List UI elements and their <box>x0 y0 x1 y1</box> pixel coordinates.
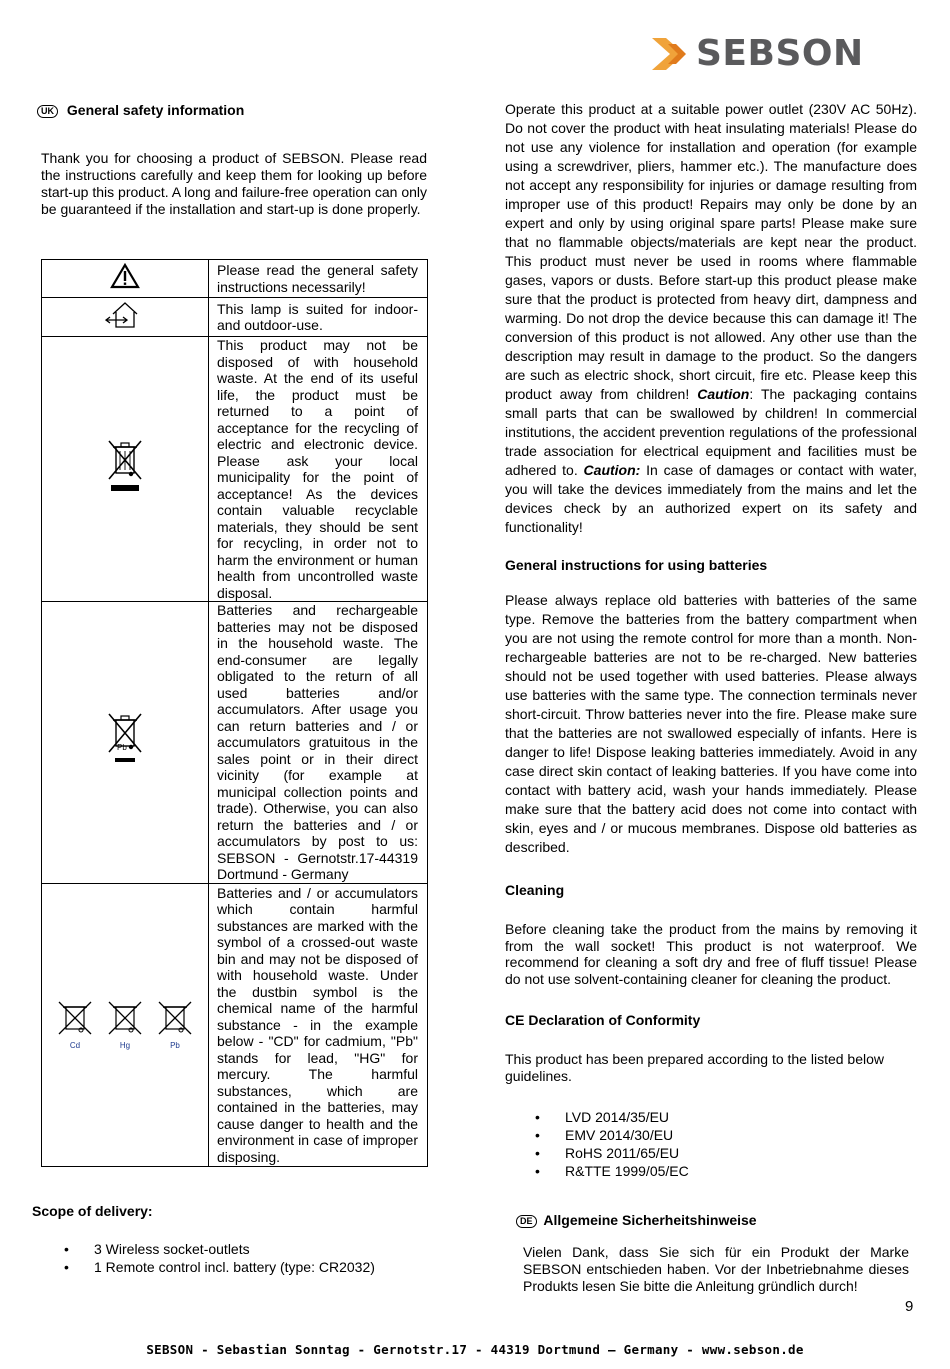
page-footer: SEBSON - Sebastian Sonntag - Gernotstr.17 - 44319 Dortmund – Germany - www.sebson.de <box>146 1342 804 1357</box>
crossed-out-bins-cd-hg-pb-icon <box>42 1001 208 1050</box>
bin-label: Hg <box>119 1040 131 1050</box>
symbol-table <box>41 259 428 1167</box>
crossed-out-bin-icon <box>55 1001 95 1037</box>
bin-label: Pb <box>170 1040 180 1050</box>
brand-name: SEBSON <box>696 33 864 74</box>
caution-label: Caution: <box>583 462 641 478</box>
table-row <box>42 602 428 884</box>
table-row <box>42 260 428 298</box>
page-number: 9 <box>905 1298 914 1315</box>
operate-text: Operate this product at a suitable power outlet (230V AC 50Hz). Do not cover the product with heat insulating materials! Please do not use any violence for installation and operation (for example using a screwdriver, pliers, hammer etc.). The manufacture does not accept any responsibility for injuries or damage resulting from improper use of this product! Repairs may only be done by an expert and only by using original spare parts! Please make sure that no flammable objects/materials are kept near the product. This product must never be used in rooms where flammable gases, vapors or dusts. Before start-up this product please make sure that the product is protected from heavy dirt, dampness and warming. Do not drop the device because this can damage it! The conversion of this product is not allowed. Any other use than the description may result in damage to the product. So the dangers are such as electric shock, short circuit, fire etc. Please keep this product away from children! <box>505 101 917 402</box>
symbol-cell <box>42 298 209 337</box>
list-item: • EMV 2014/30/EU <box>505 1126 805 1144</box>
batteries-heading: General instructions for using batteries <box>505 557 768 573</box>
table-row <box>42 337 428 602</box>
list-item: • 1 Remote control incl. battery (type: CR2032) <box>34 1258 434 1276</box>
ce-paragraph: This product has been prepared according to the listed below guidelines. <box>505 1051 885 1084</box>
uk-heading-text: General safety information <box>66 102 245 118</box>
brand-logo <box>650 34 870 74</box>
crossed-out-bin-weee-icon <box>105 439 145 495</box>
symbol-text: Please read the general safety instructions necessarily! <box>209 260 428 298</box>
chevron-logo-icon <box>650 36 694 72</box>
list-item: • 3 Wireless socket-outlets <box>34 1240 434 1258</box>
list-item: • R&TTE 1999/05/EC <box>505 1162 805 1180</box>
symbol-cell <box>42 260 209 298</box>
list-item: • RoHS 2011/65/EU <box>505 1144 805 1162</box>
scope-heading: Scope of delivery: <box>32 1203 153 1219</box>
symbol-cell <box>42 884 209 1167</box>
de-flag-badge: DE <box>516 1215 537 1228</box>
de-intro: Vielen Dank, dass Sie sich für ein Produkt der Marke SEBSON entschieden haben. Vor der Inbetriebnahme dieses Produkts lesen Sie bitte die Anleitung gründlich durch! <box>523 1244 909 1294</box>
uk-intro: Thank you for choosing a product of SEBSON. Please read the instructions carefully and keep them for looking up before start-up this product. A long and failure-free operation can only be guaranteed if the installation and start-up is done properly. <box>41 150 428 217</box>
table-row <box>42 298 428 337</box>
symbol-cell <box>42 337 209 602</box>
symbol-text: This product may not be disposed of with household waste. At the end of its useful life, the product must be returned to a point of acceptance for the recycling of electric and electronic device. Please ask your local municipality for the point of acceptance! As the devices contain valuable recyclable materials, they should be sent for recycling, in order not to harm the environment or human health from uncontrolled waste disposal. <box>209 337 428 602</box>
de-heading-text: Allgemeine Sicherheitshinweise <box>543 1212 757 1228</box>
operate-paragraph <box>505 100 917 537</box>
caution-label: Caution <box>697 386 750 402</box>
caution-text: In case of damages or contact with water, you will take the devices immediately from the mains and let the devices check by an authorized expert on its safety and functionality! <box>505 462 918 535</box>
ce-list <box>505 1108 805 1180</box>
bin-pb <box>155 1001 195 1050</box>
bin-cd <box>55 1001 95 1050</box>
batteries-paragraph: Please always replace old batteries with batteries of the same type. Remove the batteries from the battery compartment when you are not using the remote control for more than a month. Non-rechargeable batteries are not to be re-charged. New batteries should not be used together with used batteries. Please always use batteries with the same type. The connection terminals never short-circuit. Throw batteries never into the fire. Please make sure that the batteries are not swallowed especially of infants. Here is danger to life! Dispose leaking batteries immediately. Avoid in any case direct skin contact of leaking batteries. If you have come into contact with battery acid, wash your hands immediately. Please make sure that the battery acid does not come into contact with skin, eyes and / or mucous membranes. Dispose old batteries as described. <box>505 592 917 855</box>
list-item: • LVD 2014/35/EU <box>505 1108 805 1126</box>
symbol-cell <box>42 602 209 884</box>
symbol-text: This lamp is suited for indoor- and outdoor-use. <box>209 298 428 337</box>
symbol-text: Batteries and rechargeable batteries may not be disposed in the household waste. The end-consumer are legally obligated to the return of all used batteries and/or accumulators. After usage you can return batteries and / or accumulators gratuitous in the sales point or in their direct vicinity (for example at municipal collection points and trade). Otherwise, you can also return the batteries and / or accumulators by post to us: SEBSON - Gernotstr.17-44319 Dortmund - Germany <box>209 602 428 884</box>
crossed-out-bin-icon <box>155 1001 195 1037</box>
svg-text:Pb: Pb <box>117 743 127 752</box>
uk-flag-badge: UK <box>37 105 58 118</box>
table-row <box>42 884 428 1167</box>
crossed-out-bin-icon <box>105 1001 145 1037</box>
crossed-out-bin-battery-icon <box>105 712 145 768</box>
caution-text: : The packaging contains small parts that can be swallowed by children! In commercial institutions, the accident prevention regulations of the professional trade association for electrical equipment and facilities must be adhered to. <box>505 386 917 478</box>
bin-label: Cd <box>69 1040 81 1050</box>
bin-hg <box>105 1001 145 1050</box>
ce-heading: CE Declaration of Conformity <box>505 1012 701 1028</box>
indoor-outdoor-house-icon <box>105 300 145 330</box>
uk-heading <box>37 101 244 120</box>
symbol-text: Batteries and / or accumulators which contain harmful substances are marked with the symbol of a crossed-out waste bin and may not be disposed of with household waste. Under the dustbin symbol is the chemical name of the harmful substance - in the example below - "CD" for cadmium, "Pb" stands for lead, "HG" for mercury. The harmful substances, which are contained in the batteries, may cause danger to health and the environment in case of improper disposing. <box>209 884 428 1167</box>
scope-list <box>34 1240 434 1276</box>
cleaning-heading: Cleaning <box>505 882 565 898</box>
warning-triangle-icon <box>110 263 140 289</box>
cleaning-paragraph: Before cleaning take the product from the mains by removing it from the wall socket! This product is not waterproof. We recommend for cleaning a soft dry and free of fluff tissue! Please do not use solvent-containing cleaner for cleaning the product. <box>505 921 917 987</box>
de-heading <box>516 1211 757 1230</box>
